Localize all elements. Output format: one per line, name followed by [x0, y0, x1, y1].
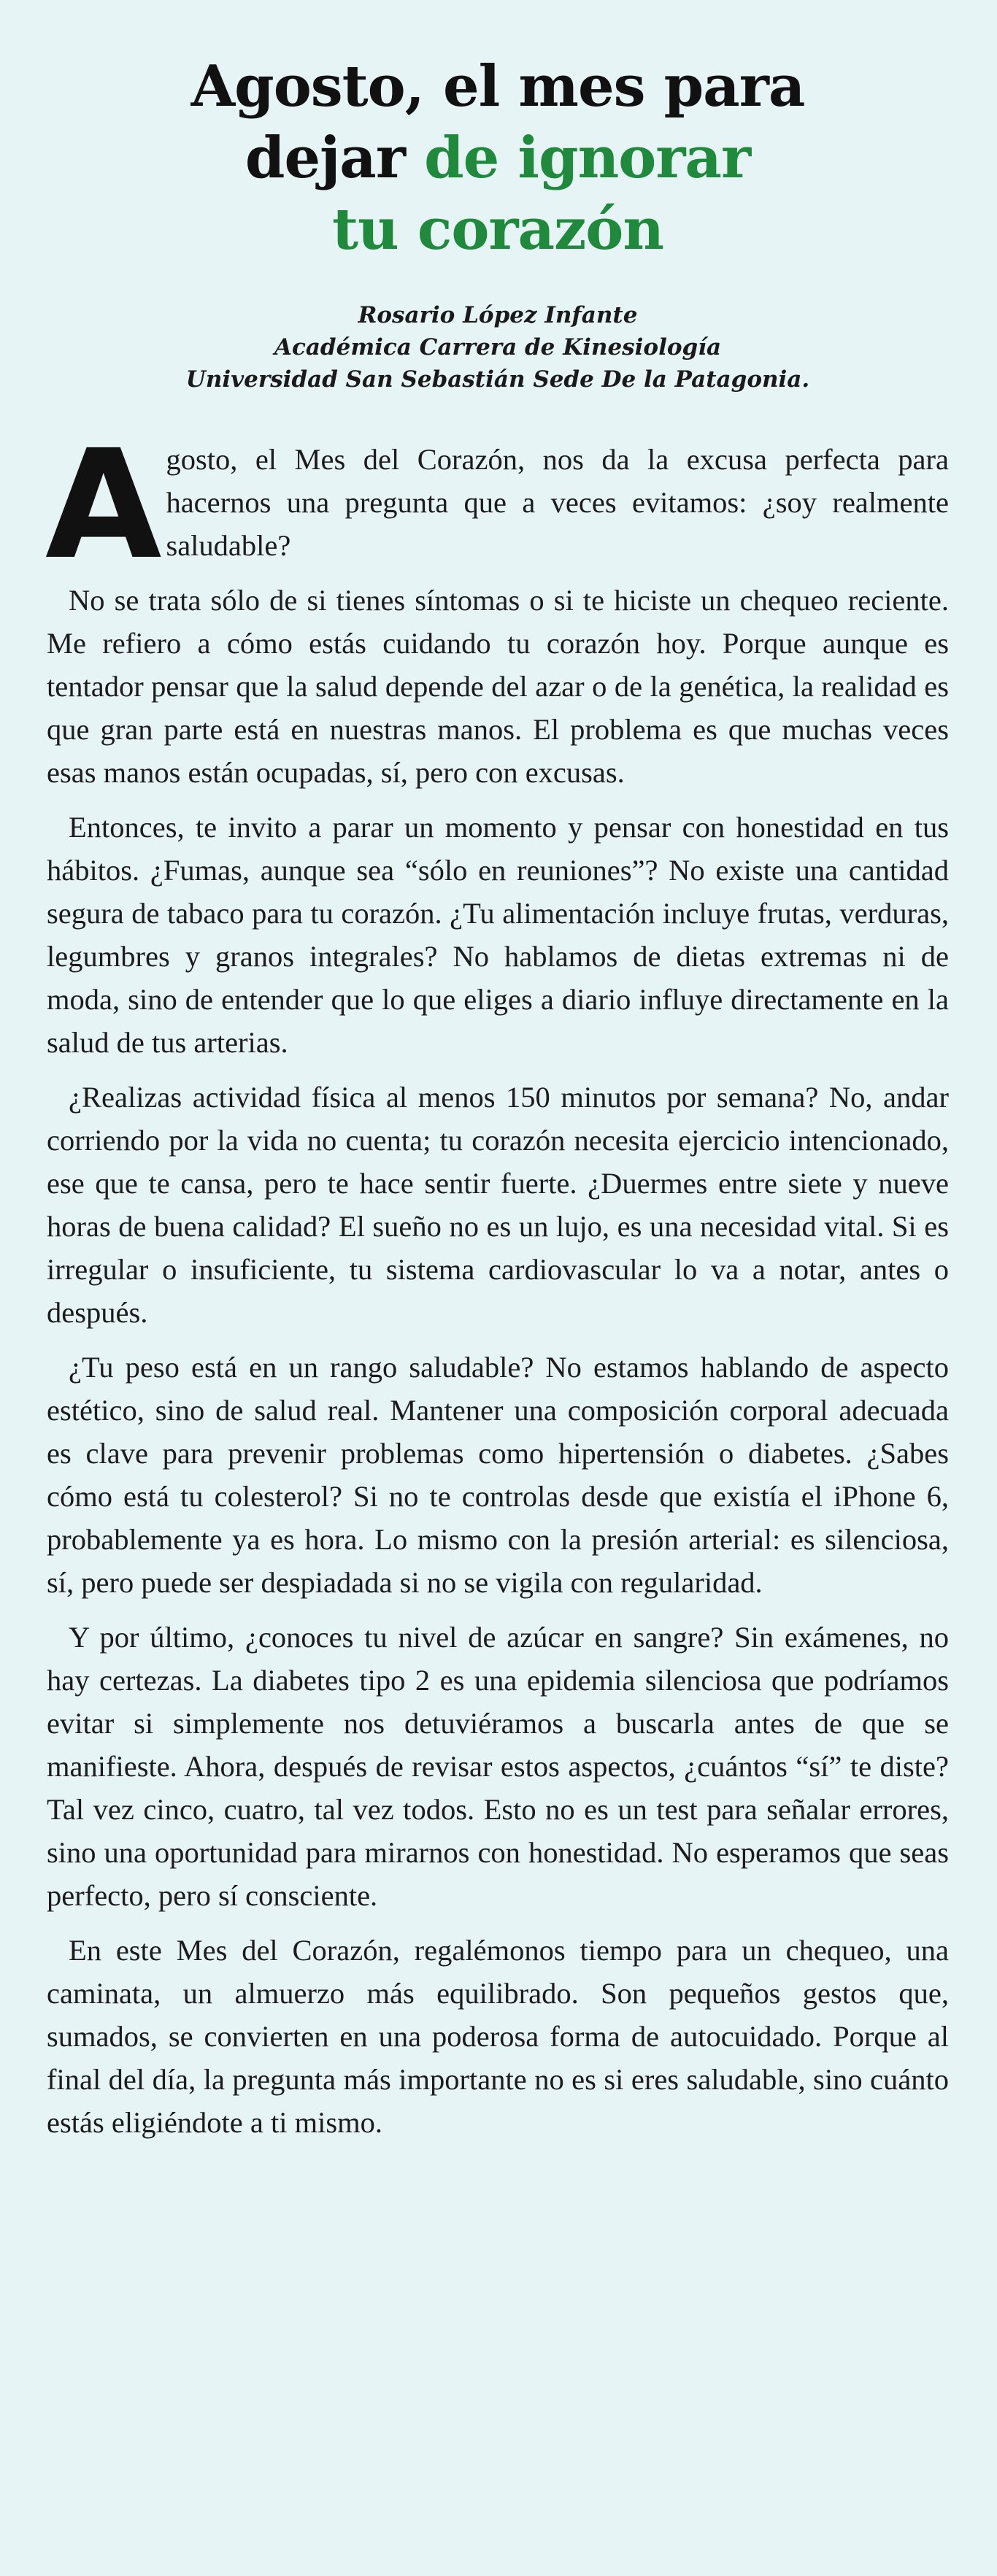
paragraph-1-text: gosto, el Mes del Corazón, nos da la excusa perfecta para hacernos una pregunta que a veces evitamos: ¿soy realmente saludable?: [166, 443, 949, 562]
paragraph-4: ¿Realizas actividad física al menos 150 minutos por semana? No, andar corriendo por la vida no cuenta; tu corazón necesita ejercicio intencionado, ese que te cansa, pero te hace sentir fuerte. ¿Duermes entre siete y nueve horas de buena calidad? El sueño no es un lujo, es una necesidad vital. Si es irregular o insuficiente, tu sistema cardiovascular lo va a notar, antes o después.: [47, 1081, 949, 1329]
paragraph-3: Entonces, te invito a parar un momento y pensar con honestidad en tus hábitos. ¿Fumas, aunque sea “sólo en reuniones”? No existe una cantidad segura de tabaco para tu corazón. ¿Tu alimentación incluye frutas, verduras, legumbres y granos integrales? No hablamos de dietas extremas ni de moda, sino de entender que lo que eliges a diario influye directamente en la salud de tus arterias.: [47, 811, 949, 1059]
title-line-2: [47, 123, 949, 194]
paragraph-1: [45, 417, 949, 593]
article-title: [47, 51, 949, 266]
title-line-3-accent: tu corazón: [331, 196, 664, 263]
article-body: [45, 417, 949, 2144]
paragraph-2: No se trata sólo de si tienes síntomas o si te hiciste un chequeo reciente. Me refiero a cómo estás cuidando tu corazón hoy. Porque aunque es tentador pensar que la salud depende del azar o de la genética, la realidad es que gran parte está en nuestras manos. El problema es que muchas veces esas manos están ocupadas, sí, pero con excusas.: [47, 584, 949, 789]
paragraph-5: ¿Tu peso está en un rango saludable? No estamos hablando de aspecto estético, sino de salud real. Mantener una composición corporal adecuada es clave para prevenir problemas como hipertensión o diabetes. ¿Sabes cómo está tu colesterol? Si no te controlas desde que existía el iPhone 6, probablemente ya es hora. Lo mismo con la presión arterial: es silenciosa, sí, pero puede ser despiadada si no se vigila con regularidad.: [47, 1351, 949, 1599]
title-line-2-accent: de ignorar: [424, 125, 751, 191]
paragraph-7: En este Mes del Corazón, regalémonos tiempo para un chequeo, una caminata, un almuerzo más equilibrado. Son pequeños gestos que, sumados, se convierten en una poderosa forma de autocuidado. Porque al final del día, la pregunta más importante no es si eres saludable, sino cuánto estás eligiéndote a ti mismo.: [47, 1934, 949, 2139]
author-role: Académica Carrera de Kinesiología: [274, 334, 722, 360]
title-line-1: Agosto, el mes para: [190, 53, 805, 120]
drop-cap: A: [45, 417, 162, 593]
paragraph-6: Y por último, ¿conoces tu nivel de azúcar en sangre? Sin exámenes, no hay certezas. La diabetes tipo 2 es una epidemia silenciosa que podríamos evitar si simplemente nos detuviéramos a buscarla antes de que se manifieste. Ahora, después de revisar estos aspectos, ¿cuántos “sí” te diste? Tal vez cinco, cuatro, tal vez todos. Esto no es un test para señalar errores, sino una oportunidad para mirarnos con honestidad. No esperamos que seas perfecto, pero sí consciente.: [47, 1621, 949, 1912]
author-byline: [47, 299, 949, 396]
author-name: Rosario López Infante: [358, 302, 638, 328]
author-institution: Universidad San Sebastián Sede De la Patagonia.: [185, 366, 810, 393]
title-line-2-start: dejar: [245, 125, 425, 191]
